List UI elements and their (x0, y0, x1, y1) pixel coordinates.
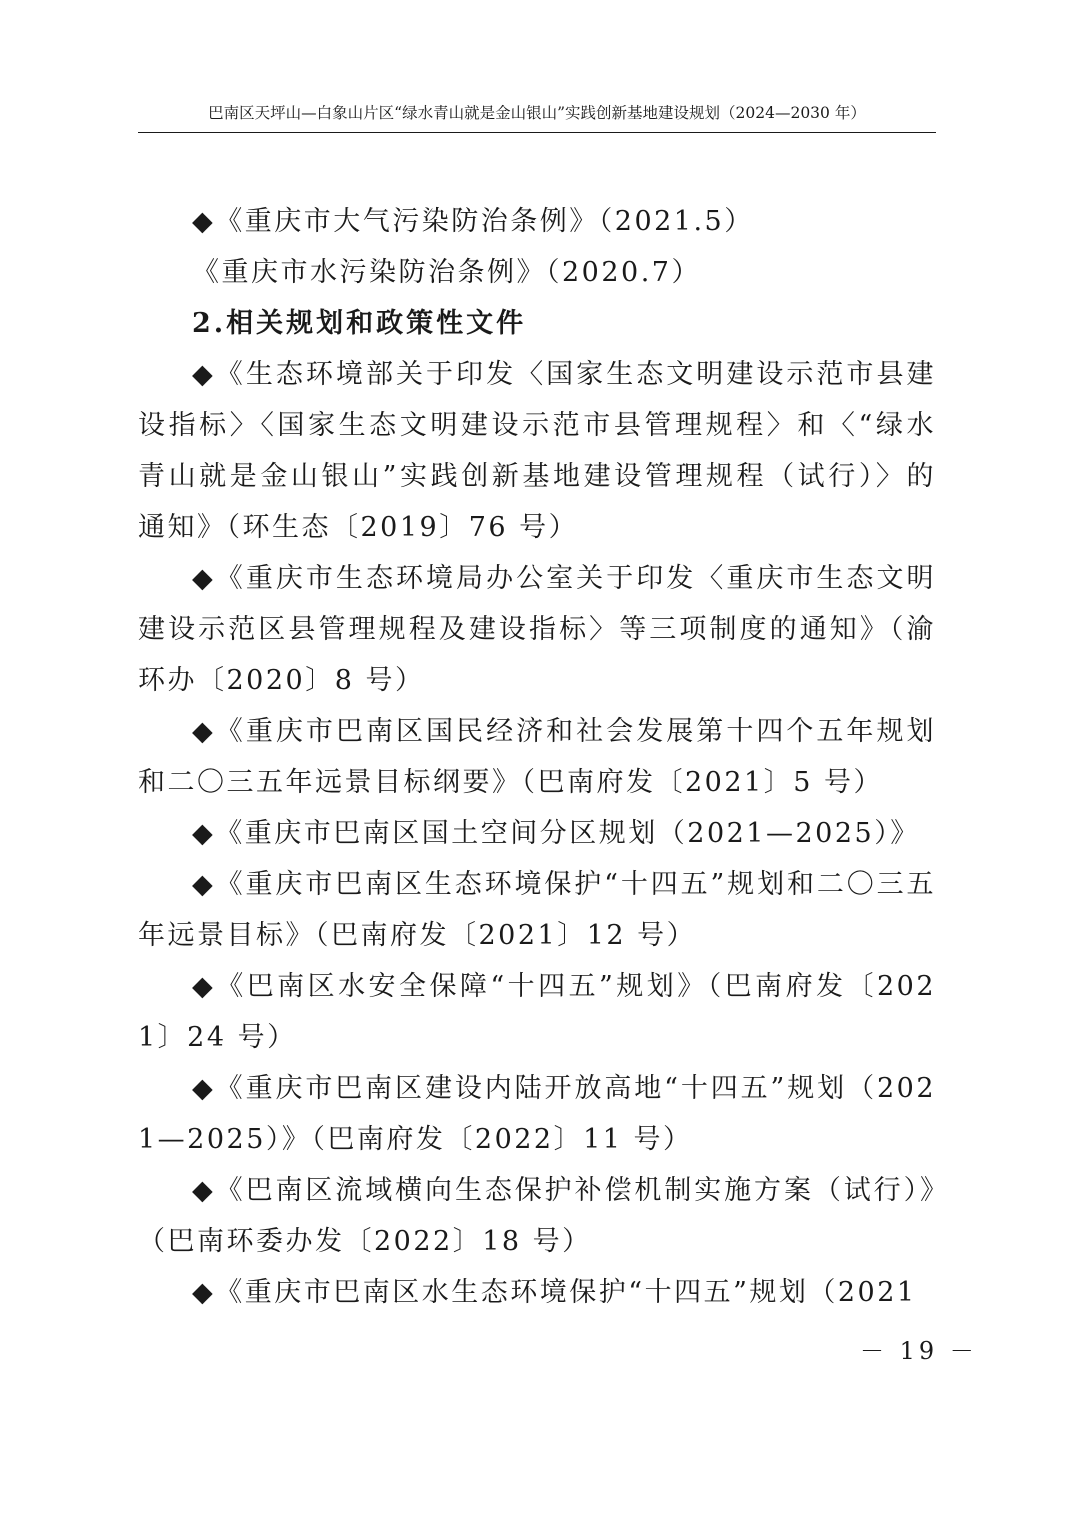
reference-item: ◆《生态环境部关于印发〈国家生态文明建设示范市县建设指标〉〈国家生态文明建设示范市县管理规程〉和〈“绿水青山就是金山银山”实践创新基地建设管理规程（试行）〉的通知》（环生态〔2019〕76 号） (138, 359, 936, 543)
reference-item: 《重庆市水污染防治条例》（2020.7） (192, 257, 701, 288)
header-divider (138, 132, 936, 133)
reference-item: ◆《重庆市巴南区建设内陆开放高地“十四五”规划（2021—2025）》（巴南府发〔2022〕11 号） (138, 1073, 936, 1155)
reference-item: ◆《重庆市巴南区生态环境保护“十四五”规划和二〇三五年远景目标》（巴南府发〔2021〕12 号） (138, 869, 936, 951)
reference-item: ◆《重庆市大气污染防治条例》（2021.5） (192, 206, 754, 237)
reference-item: ◆《重庆市巴南区水生态环境保护“十四五”规划（2021 (192, 1277, 917, 1308)
reference-item: ◆《重庆市巴南区国民经济和社会发展第十四个五年规划和二〇三五年远景目标纲要》（巴南府发〔2021〕5 号） (138, 716, 936, 798)
document-body (138, 196, 936, 1318)
reference-item: ◆《巴南区水安全保障“十四五”规划》（巴南府发〔2021〕24 号） (138, 971, 936, 1053)
reference-item: ◆《重庆市生态环境局办公室关于印发〈重庆市生态文明建设示范区县管理规程及建设指标〉等三项制度的通知》（渝环办〔2020〕8 号） (138, 563, 936, 696)
reference-item: ◆《巴南区流域横向生态保护补偿机制实施方案（试行）》（巴南环委办发〔2022〕18 号） (138, 1175, 936, 1257)
section-heading: 2.相关规划和政策性文件 (192, 308, 527, 339)
reference-item: ◆《重庆市巴南区国土空间分区规划（2021—2025）》 (192, 818, 920, 849)
page-number: － 19 － (860, 1337, 978, 1365)
running-header: 巴南区天坪山—白象山片区“绿水青山就是金山银山”实践创新基地建设规划（2024—2030 年） (208, 104, 866, 122)
